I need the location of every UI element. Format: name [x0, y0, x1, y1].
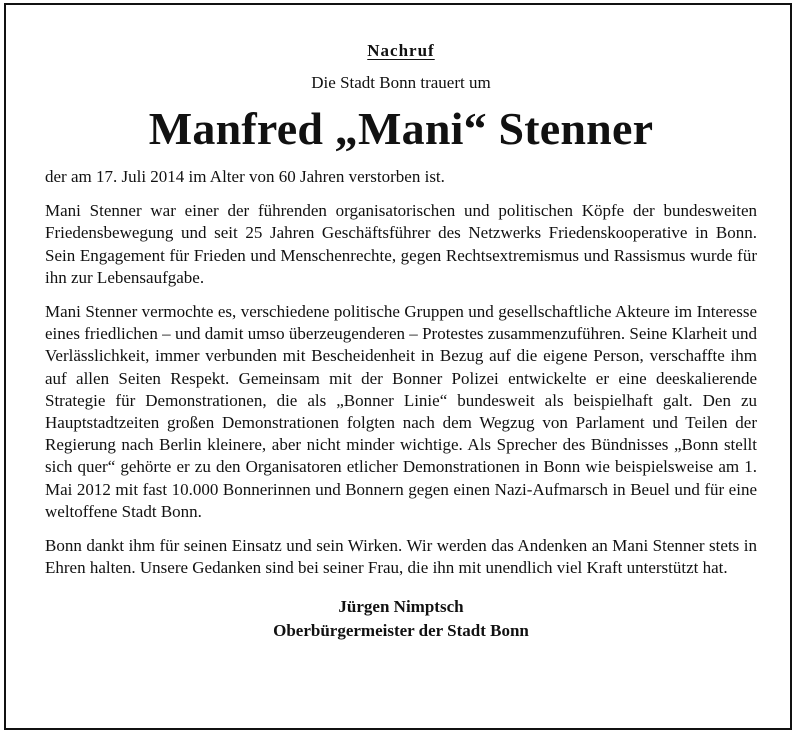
tribute-paragraph: Mani Stenner vermochte es, verschiedene politische Gruppen und gesellschaftliche Akteure im Interesse eines friedlichen – und damit umso überzeugenderen – Protestes zusammenzuführen. Seine Klarheit und Verlässlichkeit, immer verbunden mit Bescheidenheit in Bezug auf die eigene Person, verschaffte ihm auf allen Seiten Respekt. Gemeinsam mit der Bonner Polizei entwickelte er eine deeskalierende Strategie für Demonstrationen, die als „Bonner Linie“ bundesweit als beispielhaft galt. Den zu Hauptstadtzeiten großen Demonstrationen folgten nach dem Wegzug von Parlament und Teilen der Regierung nach Berlin kleinere, aber nicht minder wichtige. Als Sprecher des Bündnisses „Bonn stellt sich quer“ gehörte er zu den Organisatoren etlicher Demonstrationen in Bonn wie beispielsweise am 1. Mai 2012 mit fast 10.000 Bonnerinnen und Bonnern gegen einen Nazi-Aufmarsch in Beuel und für eine weltoffene Stadt Bonn. [45, 302, 757, 521]
notice-heading: Nachruf [367, 41, 435, 60]
signatory-name: Jürgen Nimptsch [338, 597, 464, 617]
deceased-name: Manfred „Mani“ Stenner [148, 103, 654, 154]
death-date-paragraph: der am 17. Juli 2014 im Alter von 60 Jahren verstorben ist. [45, 167, 445, 186]
notice-intro: Die Stadt Bonn trauert um [311, 73, 491, 92]
biography-paragraph: Mani Stenner war einer der führenden organisatorischen und politischen Köpfe der bundesweiten Friedensbewegung und seit 25 Jahren Geschäftsführer des Netzwerks Friedenskooperative in Bonn. Sein Engagement für Frieden und Menschenrechte, gegen Rechtsextremismus und Rassismus wurde für ihn zur Lebensaufgabe. [45, 201, 757, 287]
closing-paragraph: Bonn dankt ihm für seinen Einsatz und sein Wirken. Wir werden das Andenken an Mani Stenner stets in Ehren halten. Unsere Gedanken sind bei seiner Frau, die ihn mit unendlich viel Kraft unterstützt hat. [45, 536, 757, 578]
signatory-title: Oberbürgermeister der Stadt Bonn [273, 621, 529, 641]
obituary-notice [45, 40, 757, 643]
signature-block [45, 595, 757, 643]
